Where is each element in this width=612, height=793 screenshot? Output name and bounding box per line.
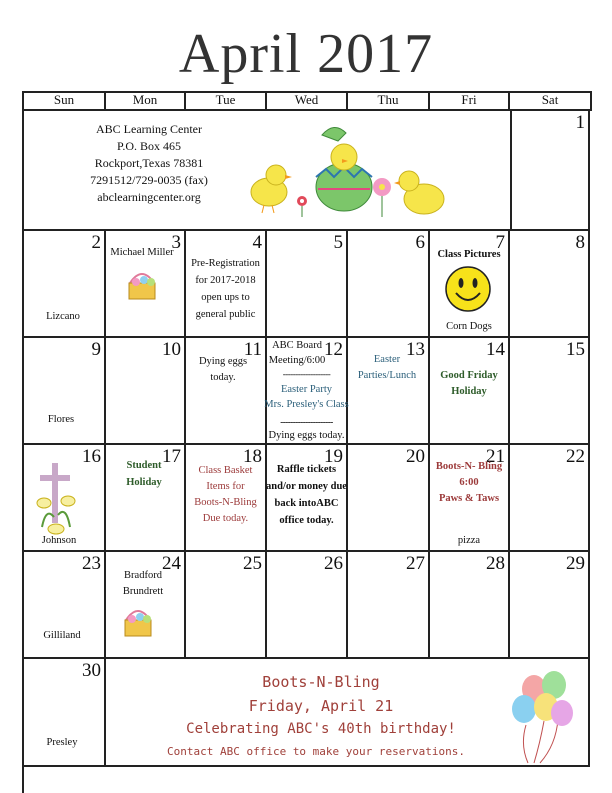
cross-lily-icon xyxy=(32,457,82,537)
day-cell-5[interactable] xyxy=(267,231,348,338)
birthday-johnson: Johnson xyxy=(41,535,77,546)
dying-eggs-today-note: Dying eggs today. xyxy=(268,430,345,441)
weekday-sat: Sat xyxy=(510,91,592,111)
dying-eggs-note: Dying eggs today. xyxy=(198,356,248,383)
birthday-michael-miller: Michael Miller xyxy=(110,247,174,258)
smiley-icon xyxy=(444,265,492,313)
divider-dashes: --------------------- xyxy=(280,417,333,427)
day-number: 25 xyxy=(243,553,262,574)
weekday-mon: Mon xyxy=(106,91,186,111)
easter-basket-icon xyxy=(124,265,160,303)
flower-icon xyxy=(297,196,307,217)
announcement-block xyxy=(106,659,590,767)
day-cell-23[interactable] xyxy=(24,552,106,659)
day-number: 7 xyxy=(495,232,505,253)
corn-dogs-note: Corn Dogs xyxy=(446,321,492,332)
day-cell-2[interactable] xyxy=(24,231,106,338)
weekday-thu: Thu xyxy=(348,91,430,111)
raffle-tickets-note: Raffle tickets and/or money due back intoABC office today. xyxy=(266,464,347,526)
org-name: ABC Learning Center xyxy=(96,122,202,136)
day-number: 14 xyxy=(486,339,505,360)
day-cell-3[interactable] xyxy=(106,231,186,338)
day-number: 3 xyxy=(171,232,181,253)
weekday-wed: Wed xyxy=(267,91,348,111)
day-cell-24[interactable] xyxy=(106,552,186,659)
day-cell-12[interactable] xyxy=(264,338,349,445)
weekday-tue: Tue xyxy=(186,91,267,111)
day-cell-28[interactable] xyxy=(430,552,510,659)
day-number: 27 xyxy=(406,553,425,574)
birthday-lizcano: Lizcano xyxy=(46,311,80,322)
divider-dashes: ------------------- xyxy=(282,369,331,379)
birthday-presley: Presley xyxy=(46,737,78,748)
weekday-fri: Fri xyxy=(430,91,510,111)
day-cell-9[interactable] xyxy=(24,338,106,445)
day-number: 8 xyxy=(575,232,585,253)
announcement-date: Friday, April 21 xyxy=(248,697,394,715)
day-cell-10[interactable] xyxy=(106,338,186,445)
preregistration-note: Pre-Registration for 2017-2018 open ups to general public xyxy=(191,258,260,320)
weekday-sun: Sun xyxy=(24,91,106,111)
chick-icon xyxy=(251,165,292,213)
abc-board-note: ABC Board Meeting/6:00 xyxy=(268,340,326,366)
org-phone: 7291512/729-0035 (fax) xyxy=(90,173,208,187)
day-cell-30[interactable] xyxy=(24,659,106,767)
day-number: 30 xyxy=(82,660,101,681)
day-cell-21[interactable] xyxy=(430,445,510,552)
calendar-title: April 2017 xyxy=(178,23,434,85)
birthday-bradford-brundrett: Bradford Brundrett xyxy=(122,570,164,597)
day-cell-11[interactable] xyxy=(186,338,267,445)
org-address2: Rockport,Texas 78381 xyxy=(94,156,204,170)
announcement-title: Boots-N-Bling xyxy=(262,673,380,691)
pizza-note: pizza xyxy=(457,535,481,546)
day-cell-15[interactable] xyxy=(510,338,590,445)
day-number: 16 xyxy=(82,446,101,467)
day-cell-20[interactable] xyxy=(348,445,430,552)
balloons-icon xyxy=(506,665,582,765)
easter-chicks-illustration xyxy=(234,117,454,227)
day-number: 9 xyxy=(91,339,101,360)
day-number: 6 xyxy=(415,232,425,253)
day-cell-16[interactable] xyxy=(24,445,106,552)
egg-chick-icon xyxy=(316,127,372,211)
org-address1: P.O. Box 465 xyxy=(116,139,181,153)
day-cell-13[interactable] xyxy=(348,338,430,445)
day-cell-27[interactable] xyxy=(348,552,430,659)
day-number: 17 xyxy=(162,446,181,467)
day-cell-26[interactable] xyxy=(267,552,348,659)
easter-party-note: Easter Party Mrs. Presley's Class xyxy=(264,384,349,410)
org-web: abclearningcenter.org xyxy=(97,190,201,204)
day-number: 23 xyxy=(82,553,101,574)
org-info-block xyxy=(24,111,510,231)
class-pictures-note: Class Pictures xyxy=(437,249,501,260)
day-number: 12 xyxy=(324,339,343,360)
day-number: 15 xyxy=(566,339,585,360)
day-cell-25[interactable] xyxy=(186,552,267,659)
boots-n-bling-note: Boots-N- Bling 6:00 Paws & Taws xyxy=(435,461,503,504)
easter-parties-note: Easter Parties/Lunch xyxy=(357,354,417,381)
day-number: 22 xyxy=(566,446,585,467)
day-number: 10 xyxy=(162,339,181,360)
day-cell-14[interactable] xyxy=(430,338,510,445)
chick-icon xyxy=(394,171,444,214)
day-number: 2 xyxy=(91,232,101,253)
day-cell-7[interactable] xyxy=(430,231,510,338)
day-number: 28 xyxy=(486,553,505,574)
announcement-contact: Contact ABC office to make your reservations. xyxy=(166,745,465,758)
day-cell-1[interactable] xyxy=(510,111,590,231)
birthday-flores: Flores xyxy=(47,414,75,425)
day-number: 13 xyxy=(406,339,425,360)
day-cell-6[interactable] xyxy=(348,231,430,338)
day-number: 18 xyxy=(243,446,262,467)
day-number: 1 xyxy=(575,112,585,133)
day-cell-17[interactable] xyxy=(106,445,186,552)
day-cell-18[interactable] xyxy=(186,445,267,552)
day-cell-29[interactable] xyxy=(510,552,590,659)
day-number: 24 xyxy=(162,553,181,574)
easter-basket-icon xyxy=(120,602,156,642)
announcement-celebration: Celebrating ABC's 40th birthday! xyxy=(186,721,456,737)
day-cell-19[interactable] xyxy=(267,445,348,552)
birthday-gilliland: Gilliland xyxy=(43,630,81,641)
day-number: 20 xyxy=(406,446,425,467)
day-number: 21 xyxy=(486,446,505,467)
day-cell-4[interactable] xyxy=(186,231,267,338)
day-cell-22[interactable] xyxy=(510,445,590,552)
student-holiday-note: Student Holiday xyxy=(126,460,162,488)
good-friday-note: Good Friday Holiday xyxy=(440,370,498,397)
class-basket-note: Class Basket Items for Boots-N-Bling Due today. xyxy=(194,465,257,524)
day-number: 5 xyxy=(333,232,343,253)
day-number: 26 xyxy=(324,553,343,574)
day-number: 29 xyxy=(566,553,585,574)
flower-icon xyxy=(373,178,391,217)
day-number: 11 xyxy=(243,339,262,360)
day-cell-8[interactable] xyxy=(510,231,590,338)
day-number: 19 xyxy=(324,446,343,467)
day-number: 4 xyxy=(252,232,262,253)
